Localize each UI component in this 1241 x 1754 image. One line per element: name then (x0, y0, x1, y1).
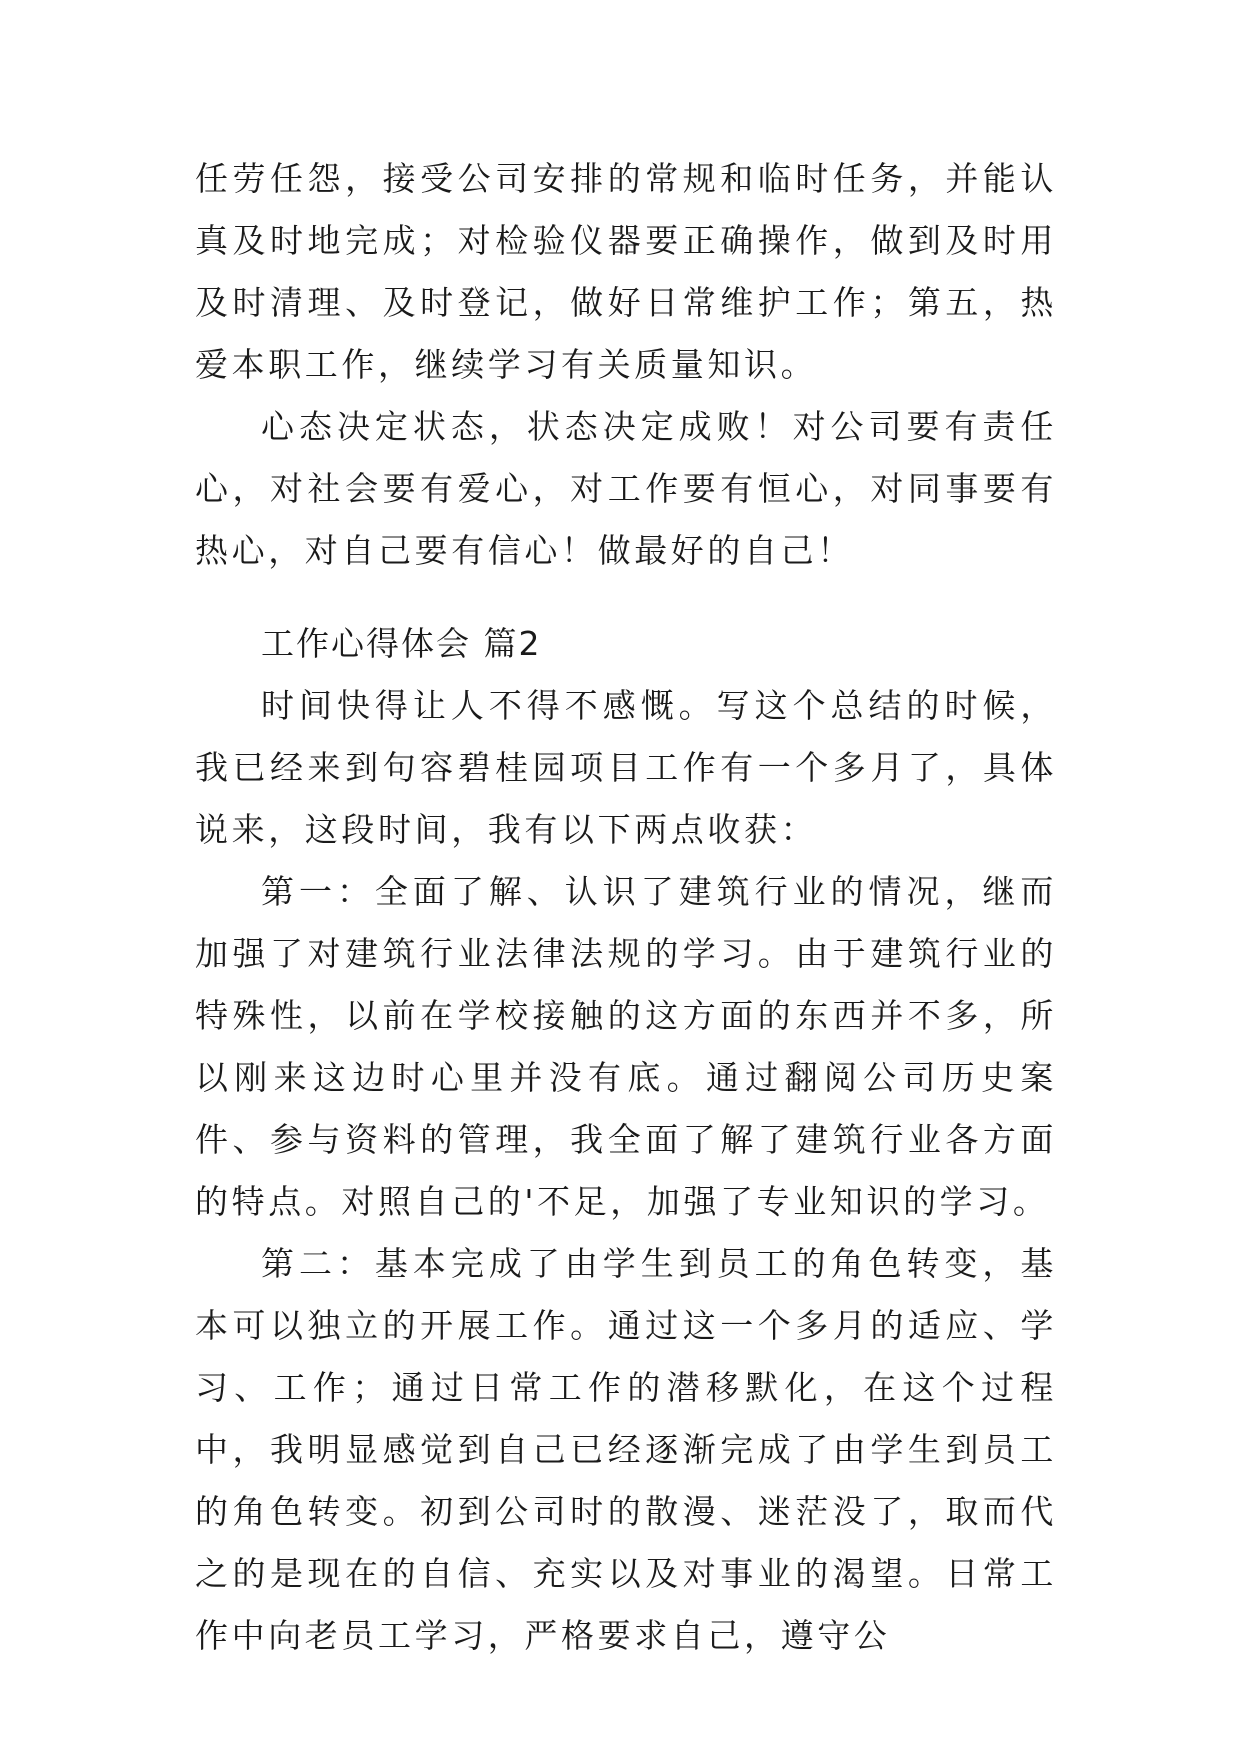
paragraph-intro: 时间快得让人不得不感慨。写这个总结的时候，我已经来到句容碧桂园项目工作有一个多月了，具体说来，这段时间，我有以下两点收获： (195, 686, 1057, 849)
paragraph-mindset: 心态决定状态，状态决定成败！对公司要有责任心，对社会要有爱心，对工作要有恒心，对同事要有热心，对自己要有信心！做最好的自己！ (195, 407, 1057, 570)
section-heading: 工作心得体会 篇2 (261, 624, 542, 663)
section-1-body (195, 148, 1057, 582)
paragraph-first-gain: 第一：全面了解、认识了建筑行业的情况，继而加强了对建筑行业法律法规的学习。由于建筑行业的特殊性，以前在学校接触的这方面的东西并不多，所以刚来这边时心里并没有底。通过翻阅公司历史案件、参与资料的管理，我全面了解了建筑行业各方面的特点。对照自己的'不足，加强了专业知识的学习。 (195, 872, 1057, 1221)
paragraph-continuation: 任劳任怨，接受公司安排的常规和临时任务，并能认真及时地完成；对检验仪器要正确操作，做到及时用及时清理、及时登记，做好日常维护工作；第五，热爱本职工作，继续学习有关质量知识。 (195, 159, 1057, 384)
section-2-body (195, 613, 1057, 1667)
paragraph-second-gain: 第二：基本完成了由学生到员工的角色转变，基本可以独立的开展工作。通过这一个多月的适应、学习、工作；通过日常工作的潜移默化，在这个过程中，我明显感觉到自己已经逐渐完成了由学生到员工的角色转变。初到公司时的散漫、迷茫没了，取而代之的是现在的自信、充实以及对事业的渴望。日常工作中向老员工学习，严格要求自己，遵守公 (195, 1244, 1057, 1655)
